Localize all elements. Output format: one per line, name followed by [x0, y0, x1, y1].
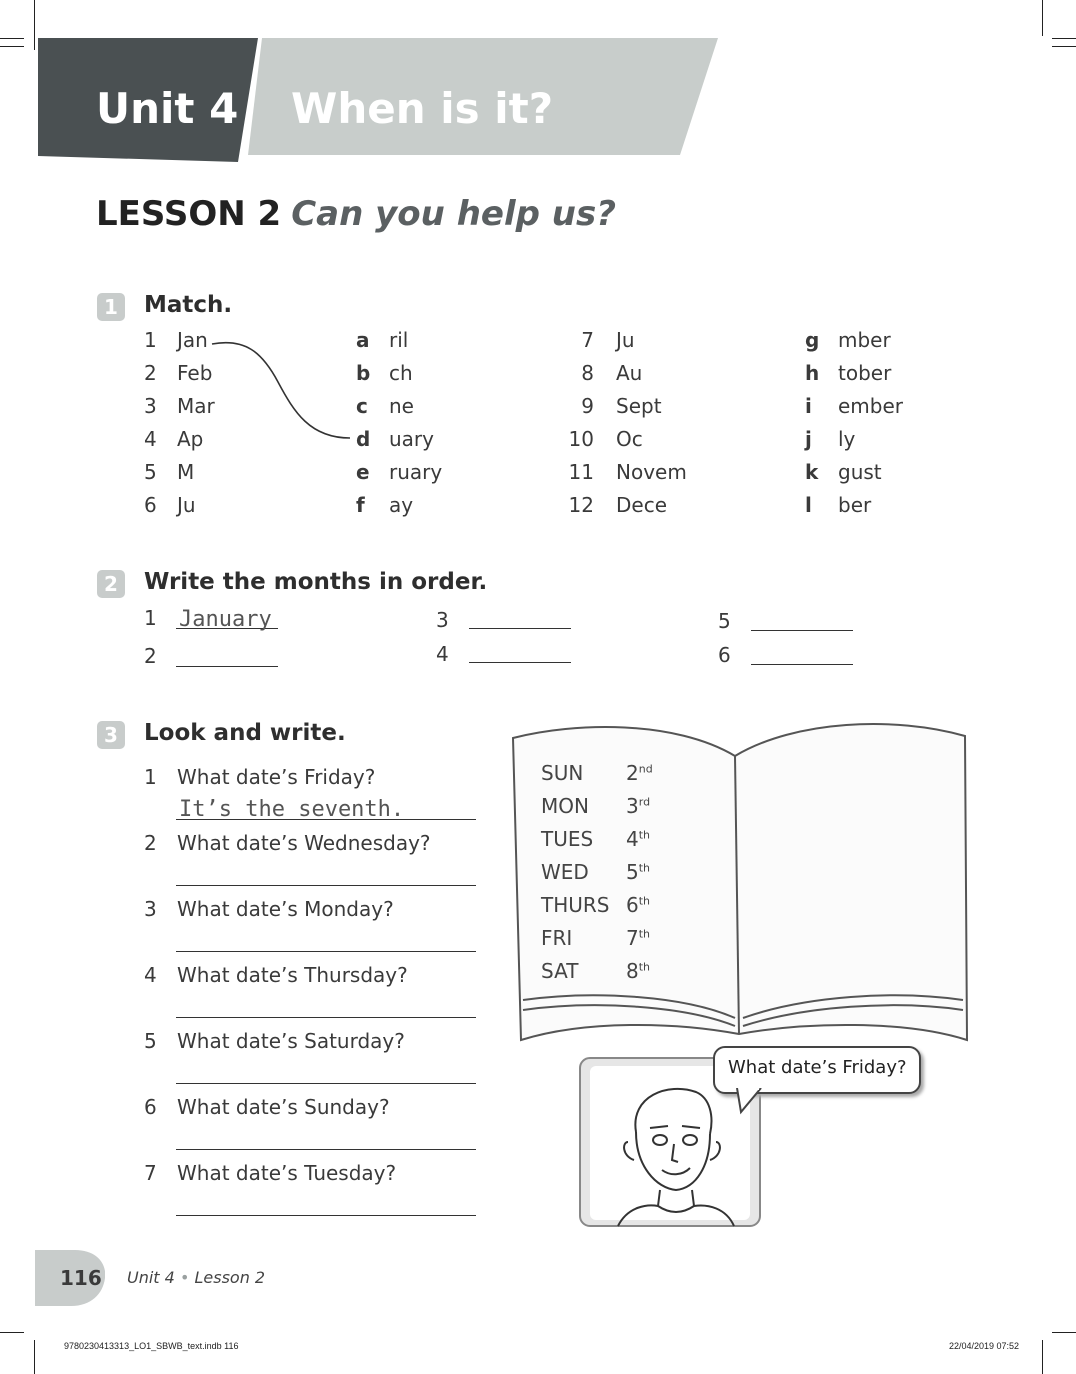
calendar-day: TUES [541, 827, 594, 851]
match-letter: b [356, 361, 371, 385]
lesson-title: Can you help us? [291, 194, 616, 234]
lesson-label: LESSON 2 [96, 194, 282, 234]
calendar-date-number: 6 [626, 893, 639, 917]
calendar-date [626, 794, 650, 818]
question-number: 6 [144, 1095, 157, 1119]
print-slug-file: 9780230413313_LO1_SBWB_text.indb 116 [64, 1341, 239, 1351]
question-number: 4 [144, 963, 157, 987]
footer-running-title [127, 1268, 265, 1287]
answer-blank[interactable] [469, 628, 571, 629]
match-word-start: Ju [616, 328, 635, 352]
match-letter: l [805, 493, 812, 517]
match-number: 2 [144, 361, 157, 385]
match-letter: e [356, 460, 370, 484]
calendar-day: MON [541, 794, 589, 818]
match-letter: g [805, 328, 820, 352]
calendar-date-number: 7 [626, 926, 639, 950]
crop-mark [0, 1332, 24, 1333]
calendar-date [626, 959, 650, 983]
order-number: 2 [144, 644, 157, 668]
match-word-start: Au [616, 361, 643, 385]
match-number: 8 [581, 361, 594, 385]
speech-bubble-tail [735, 1088, 775, 1116]
question-text: What date’s Saturday? [177, 1029, 405, 1053]
calendar-date [626, 926, 650, 950]
calendar-date [626, 860, 650, 884]
match-line-example [200, 330, 360, 450]
answer-blank[interactable] [751, 664, 853, 665]
question-text: What date’s Sunday? [177, 1095, 390, 1119]
match-number: 4 [144, 427, 157, 451]
handwritten-answer: It’s the seventh. [179, 797, 405, 822]
exercise-2-badge: 2 [97, 570, 125, 598]
match-letter: c [356, 394, 368, 418]
calendar-date-suffix: rd [638, 795, 651, 809]
calendar-date [626, 893, 650, 917]
question-number: 7 [144, 1161, 157, 1185]
match-word-ending: mber [838, 328, 891, 352]
lesson-heading [96, 194, 616, 234]
match-word-start: Sept [616, 394, 662, 418]
match-word-start: Novem [616, 460, 687, 484]
order-number: 3 [436, 608, 449, 632]
calendar-day: SUN [541, 761, 584, 785]
match-number: 6 [144, 493, 157, 517]
answer-blank[interactable] [751, 630, 853, 631]
match-word-ending: ber [838, 493, 872, 517]
calendar-day: FRI [541, 926, 573, 950]
page-number: 116 [60, 1266, 102, 1290]
exercise-2-title: Write the months in order. [144, 569, 488, 595]
match-word-start: Dece [616, 493, 668, 517]
match-word-ending: tober [838, 361, 892, 385]
match-letter: i [805, 394, 812, 418]
answer-blank[interactable] [469, 662, 571, 663]
footer-lesson: Lesson 2 [194, 1268, 266, 1287]
answer-blank[interactable] [176, 1017, 476, 1018]
match-word-start: Ap [177, 427, 204, 451]
answer-blank[interactable] [176, 1215, 476, 1216]
exercise-1-badge: 1 [97, 293, 125, 321]
question-text: What date’s Friday? [177, 765, 376, 789]
match-letter: k [805, 460, 819, 484]
footer-unit: Unit 4 [127, 1268, 175, 1287]
answer-blank[interactable] [176, 1149, 476, 1150]
question-number: 3 [144, 897, 157, 921]
match-number: 1 [144, 328, 157, 352]
match-word-start: Ju [177, 493, 196, 517]
calendar-day: WED [541, 860, 589, 884]
exercise-1-title: Match. [144, 292, 233, 318]
match-letter: h [805, 361, 820, 385]
question-number: 2 [144, 831, 157, 855]
match-number: 11 [568, 460, 594, 484]
calendar-date-suffix: nd [638, 762, 653, 776]
calendar-date-number: 2 [626, 761, 639, 785]
order-number: 1 [144, 606, 157, 630]
match-letter: a [356, 328, 370, 352]
match-word-ending: ly [838, 427, 856, 451]
calendar-date-number: 4 [626, 827, 639, 851]
answer-blank[interactable] [176, 951, 476, 952]
unit-title: When is it? [291, 84, 554, 133]
match-word-ending: ne [389, 394, 414, 418]
calendar-date-number: 3 [626, 794, 639, 818]
match-word-ending: ril [389, 328, 409, 352]
order-number: 4 [436, 642, 449, 666]
exercise-3-badge: 3 [97, 721, 125, 749]
calendar-day: SAT [541, 959, 579, 983]
answer-blank[interactable] [176, 666, 278, 667]
order-number: 6 [718, 643, 731, 667]
match-word-ending: gust [838, 460, 882, 484]
calendar-date-suffix: th [638, 927, 651, 941]
answer-blank[interactable] [176, 1083, 476, 1084]
match-letter: j [805, 427, 812, 451]
match-word-ending: ay [389, 493, 414, 517]
calendar-date-suffix: th [638, 960, 651, 974]
question-number: 1 [144, 765, 157, 789]
calendar-date [626, 827, 650, 851]
crop-mark [1042, 1340, 1043, 1374]
match-word-start: M [177, 460, 195, 484]
match-number: 7 [581, 328, 594, 352]
calendar-date-suffix: th [638, 861, 651, 875]
calendar-date-number: 5 [626, 860, 639, 884]
question-text: What date’s Tuesday? [177, 1161, 397, 1185]
footer-separator: • [179, 1268, 190, 1287]
calendar-day: THURS [541, 893, 610, 917]
match-word-ending: ruary [389, 460, 443, 484]
question-number: 5 [144, 1029, 157, 1053]
match-letter: f [356, 493, 365, 517]
match-number: 9 [581, 394, 594, 418]
order-number: 5 [718, 609, 731, 633]
match-letter: d [356, 427, 371, 451]
calendar-date-suffix: th [638, 894, 651, 908]
exercise-3-title: Look and write. [144, 720, 346, 746]
match-number: 3 [144, 394, 157, 418]
match-word-ending: uary [389, 427, 434, 451]
match-word-start: Mar [177, 394, 215, 418]
question-text: What date’s Thursday? [177, 963, 408, 987]
calendar-date [626, 761, 653, 785]
speech-bubble-text: What date’s Friday? [728, 1057, 907, 1078]
match-number: 5 [144, 460, 157, 484]
unit-label: Unit 4 [96, 84, 239, 133]
calendar-date-suffix: th [638, 828, 651, 842]
match-number: 10 [568, 427, 594, 451]
match-number: 12 [568, 493, 594, 517]
print-slug-date: 22/04/2019 07:52 [949, 1341, 1020, 1351]
match-word-start: Oc [616, 427, 643, 451]
question-text: What date’s Wednesday? [177, 831, 431, 855]
question-text: What date’s Monday? [177, 897, 394, 921]
answer-blank[interactable] [176, 885, 476, 886]
match-word-ending: ember [838, 394, 904, 418]
match-word-start: Jan [177, 328, 208, 352]
match-word-start: Feb [177, 361, 213, 385]
crop-mark [34, 1340, 35, 1374]
crop-mark [1052, 1332, 1076, 1333]
calendar-date-number: 8 [626, 959, 639, 983]
handwritten-answer: January [179, 607, 272, 632]
match-word-ending: ch [389, 361, 413, 385]
